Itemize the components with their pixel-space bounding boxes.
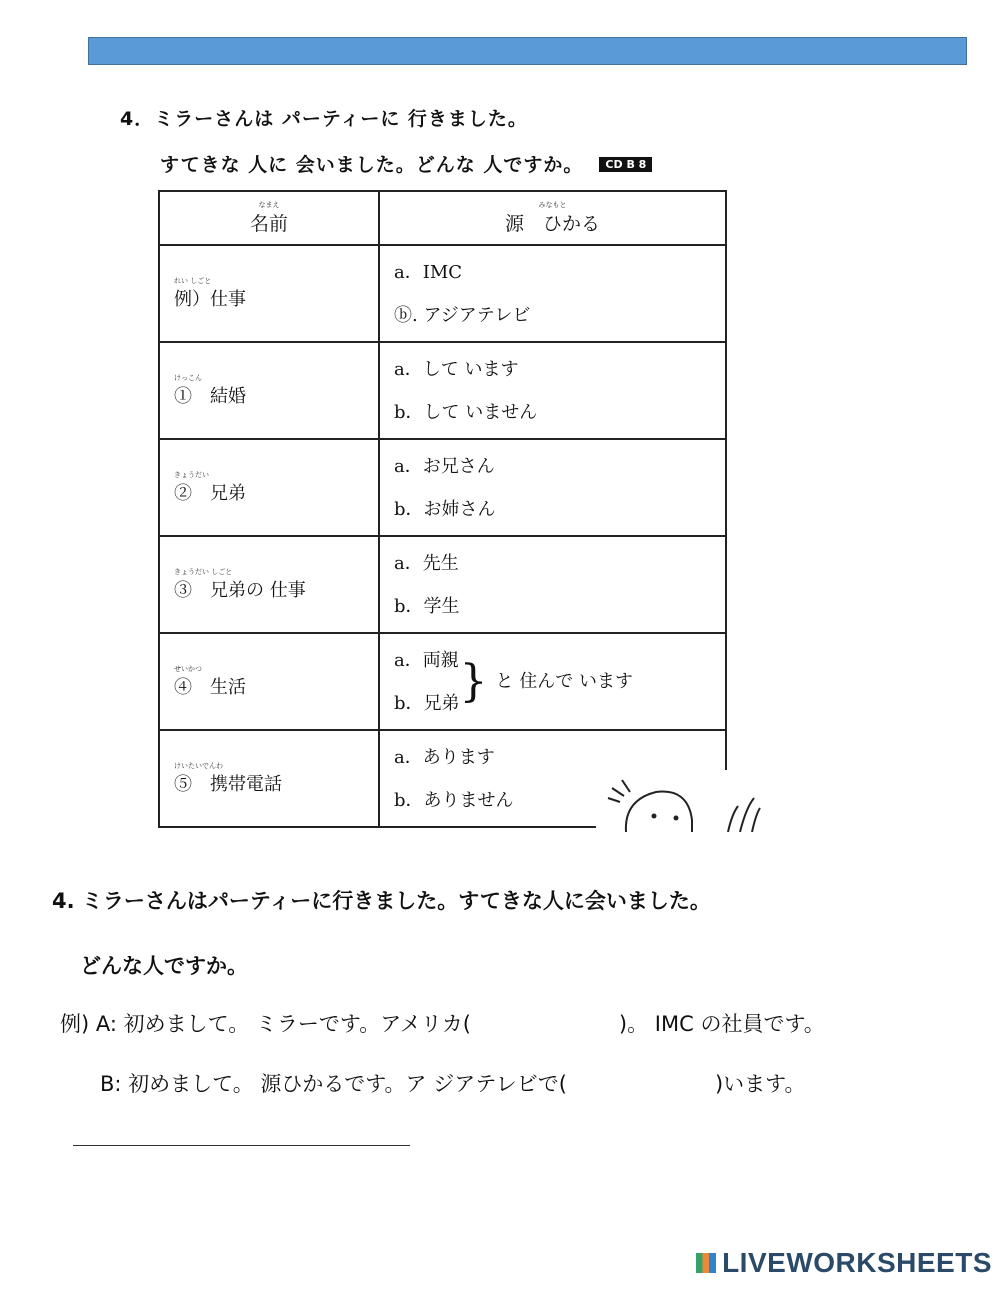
example-b-after: )います。 xyxy=(714,1072,806,1096)
scan-title-line2 xyxy=(160,150,652,177)
option-b: ⓑ. アジアテレビ xyxy=(394,304,531,326)
brand-text: LIVEWORKSHEETS xyxy=(722,1247,992,1278)
ruby: みなもと xyxy=(538,200,567,209)
brand-logo xyxy=(696,1247,992,1279)
question-label: ③ 兄弟の 仕事 xyxy=(174,579,306,601)
header-person-cell xyxy=(379,191,726,245)
question-label: 例）仕事 xyxy=(174,288,246,310)
option-b: b．お姉さん xyxy=(394,498,496,520)
logo-icon xyxy=(696,1253,716,1273)
worksheet-table xyxy=(158,190,727,828)
ruby: せいかつ xyxy=(174,664,202,673)
question-cell xyxy=(159,633,379,730)
option-a: a．あります xyxy=(394,746,495,768)
ruby: けいたいでんわ xyxy=(174,761,223,770)
table-row xyxy=(159,439,726,536)
table-header-row xyxy=(159,191,726,245)
example-b-line xyxy=(100,1068,806,1098)
header-name-cell xyxy=(159,191,379,245)
options-cell xyxy=(379,439,726,536)
options-cell xyxy=(379,536,726,633)
option-a: a．お兄さん xyxy=(394,455,495,477)
question-label: ④ 生活 xyxy=(174,676,246,698)
divider-line xyxy=(73,1145,410,1146)
option-a: a．先生 xyxy=(394,552,459,574)
ruby: きょうだい しごと xyxy=(174,567,233,576)
scan-title-line1: 4．ミラーさんは パーティーに 行きました。 xyxy=(120,108,528,130)
cartoon-face-icon xyxy=(596,770,776,832)
question-label: ② 兄弟 xyxy=(174,482,246,504)
example-b-before: B: 初めまして。 源ひかるです。ア ジアテレビで( xyxy=(100,1072,567,1096)
header-name: 名前 xyxy=(249,212,288,235)
table-row xyxy=(159,536,726,633)
example-a-before: 例) A: 初めまして。 ミラーです。アメリカ( xyxy=(60,1012,471,1036)
option-b: b．兄弟 xyxy=(394,692,460,714)
option-b: b．して いません xyxy=(394,401,538,423)
ruby: けっこん xyxy=(174,373,202,382)
question-label: ① 結婚 xyxy=(174,385,246,407)
option-b: b．ありません xyxy=(394,789,514,811)
example-a-after: )。 IMC の社員です。 xyxy=(618,1012,825,1036)
question-cell xyxy=(159,342,379,439)
option-a: a．両親 xyxy=(394,649,459,671)
options-cell xyxy=(379,342,726,439)
table-row xyxy=(159,633,726,730)
question-cell xyxy=(159,536,379,633)
option-a: a．IMC xyxy=(394,261,463,283)
table-row xyxy=(159,342,726,439)
option-a: a．して います xyxy=(394,358,519,380)
header-person: 源 ひかる xyxy=(504,212,600,235)
header-bar xyxy=(88,37,967,65)
options-cell xyxy=(379,245,726,342)
option-b: b．学生 xyxy=(394,595,460,617)
exercise-line2: どんな人ですか。 xyxy=(80,954,248,978)
question-cell xyxy=(159,245,379,342)
brace-icon: } xyxy=(459,655,488,707)
example-a-line xyxy=(60,1008,825,1038)
ruby: れい しごと xyxy=(174,276,212,285)
exercise-line1: 4. ミラーさんはパーティーに行きました。すてきな人に会いました。 xyxy=(52,889,711,913)
cd-badge: CD B 8 xyxy=(599,157,652,172)
scan-title-line2-text: すてきな 人に 会いました。どんな 人ですか。 xyxy=(160,154,584,176)
question-label: ⑤ 携帯電話 xyxy=(174,773,282,795)
ruby: なまえ xyxy=(258,200,280,209)
ruby: きょうだい xyxy=(174,470,209,479)
table-row xyxy=(159,245,726,342)
question-cell xyxy=(159,730,379,827)
option-suffix: と 住んで います xyxy=(495,670,633,692)
option-group xyxy=(394,639,460,725)
question-cell xyxy=(159,439,379,536)
options-cell xyxy=(379,633,726,730)
